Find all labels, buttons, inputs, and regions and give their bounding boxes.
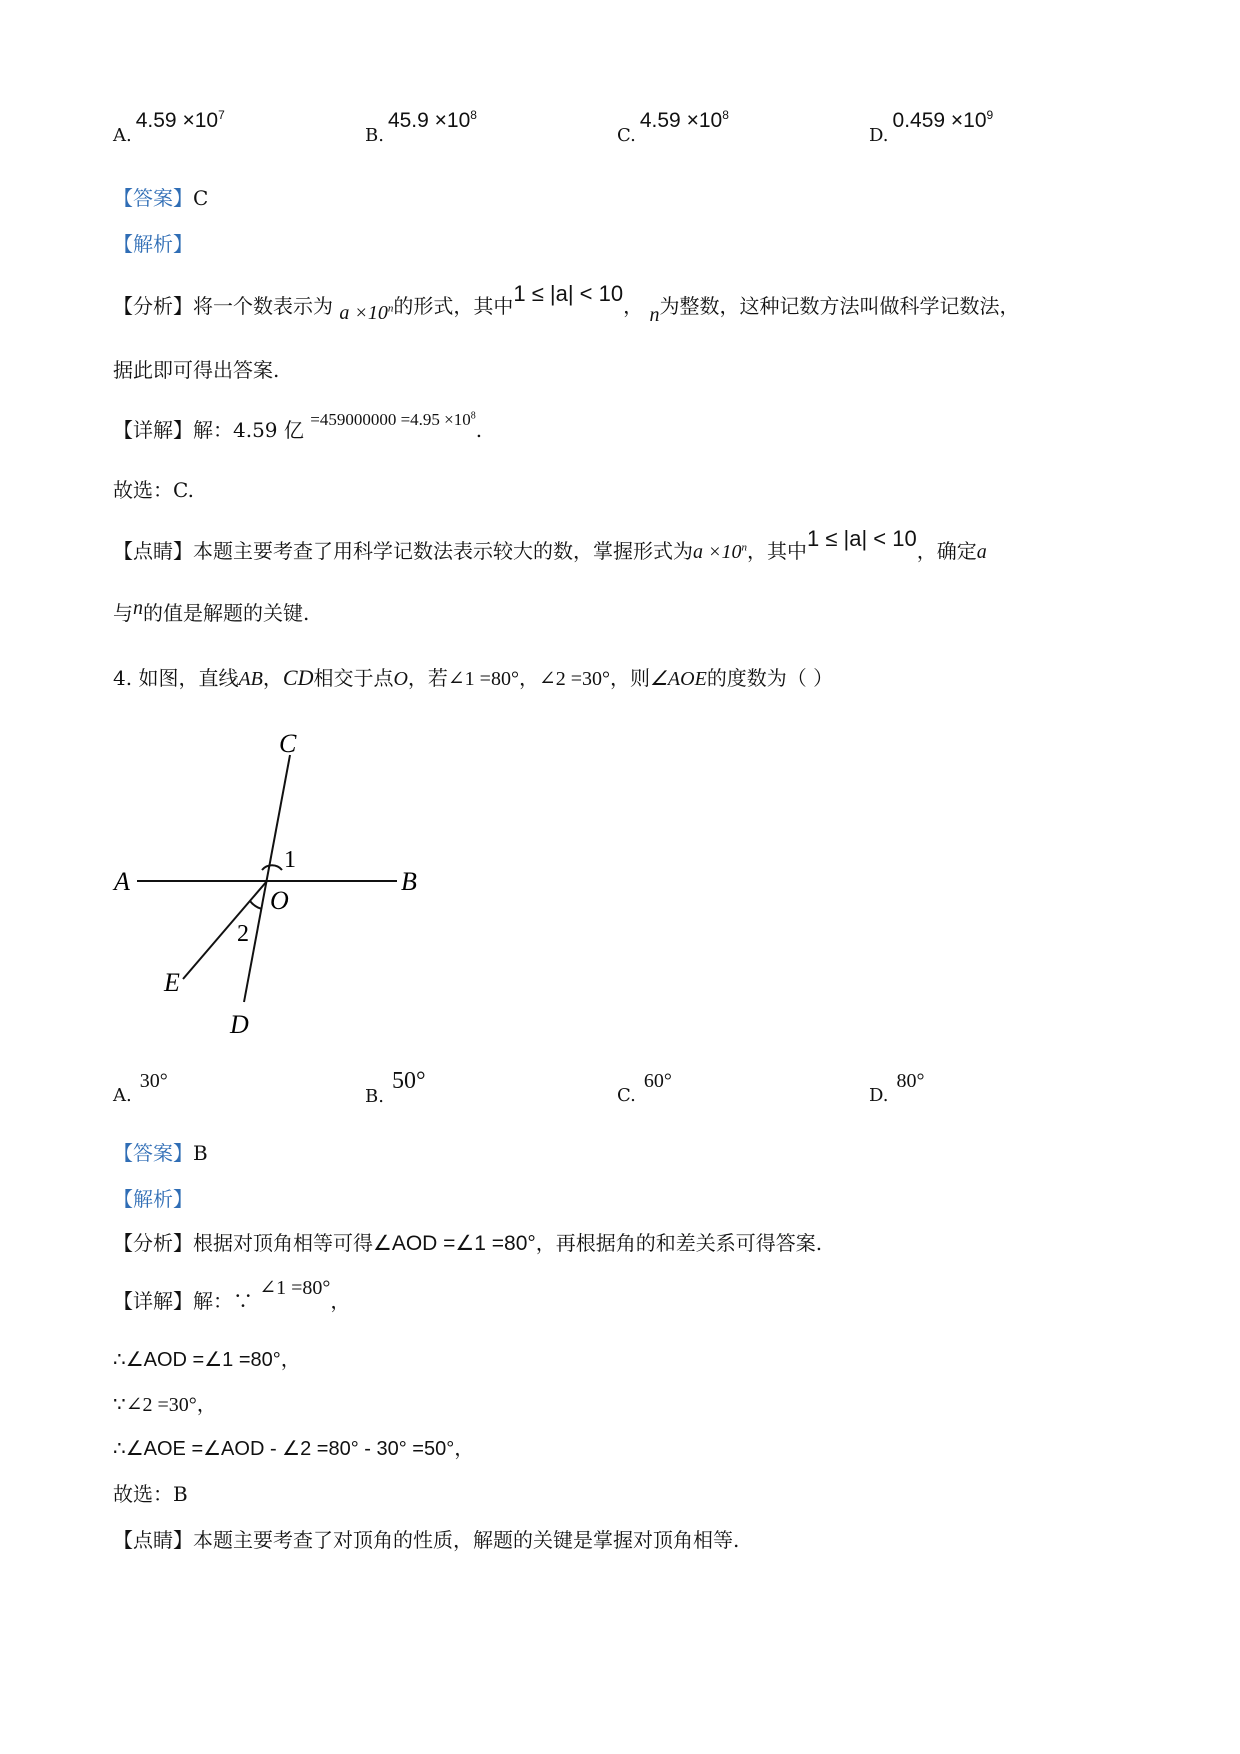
- q4-option-c: C.60°: [617, 1070, 672, 1106]
- q3-option-d: $D.0.459 \times 10^9$: [869, 108, 994, 146]
- q4-option-a: A.30°: [113, 1070, 168, 1106]
- angle-2-arc: [250, 901, 262, 909]
- q3-fenxi-line2: 据此即可得出答案.: [113, 358, 280, 382]
- q4-option-b: B.50°: [365, 1068, 426, 1107]
- label-angle-2: 2: [237, 921, 249, 947]
- q3-detail: 【详解】解：4.59 亿 $^{=459000000 =4.95 \times 10^8}$.: [113, 410, 483, 442]
- q4-step-2: ∵∠2 =30°，: [113, 1394, 217, 1416]
- q3-choose: 故选：C.: [113, 478, 194, 502]
- q4-detail: 【详解】解：∵ ∠1 =80°，: [113, 1277, 351, 1313]
- q4-answer: 【答案】B: [113, 1141, 208, 1165]
- line-cd: [244, 755, 290, 1002]
- q3-fenxi-line1: 【分析】将一个数表示为 $a \times 10^n$的形式，其中1 ≤ |a| < 10， n为整数，这种记数方法叫做科学记数法，: [113, 281, 1020, 326]
- q4-stem: 4. 如图，直线AB，CD相交于点O，若∠1 =80°，∠2 =30°，则∠AOE的度数为（ ）: [113, 665, 834, 690]
- geometry-figure: [100, 715, 440, 1045]
- q4-step-1: ∴∠AOD =∠1 =80°，: [113, 1349, 301, 1371]
- q4-dianjing: 【点睛】本题主要考查了对顶角的性质，解题的关键是掌握对顶角相等.: [113, 1528, 740, 1552]
- label-e: E: [164, 968, 180, 997]
- q3-dianjing-line1: 【点睛】本题主要考查了用科学记数法表示较大的数，掌握形式为$a \times 10^n$，其中1 ≤ |a| < 10，确定a: [113, 526, 987, 563]
- label-o: O: [270, 886, 289, 915]
- q4-choose: 故选：B: [113, 1482, 188, 1506]
- label-a: A: [114, 867, 130, 896]
- q4-analysis-heading: 【解析】: [113, 1187, 193, 1211]
- label-angle-1: 1: [284, 847, 296, 873]
- q3-analysis-heading: 【解析】: [113, 232, 193, 256]
- q4-step-3: ∴∠AOE =∠AOD - ∠2 =80° - 30° =50°，: [113, 1438, 475, 1460]
- q4-option-d: D.80°: [869, 1070, 925, 1106]
- q4-fenxi: 【分析】根据对顶角相等可得∠AOD =∠1 =80°，再根据角的和差关系可得答案.: [113, 1231, 823, 1255]
- q3-option-b: $B.45.9 \times 10^8$: [365, 108, 477, 146]
- label-b: B: [401, 867, 417, 896]
- q3-answer: 【答案】C: [113, 186, 209, 210]
- ray-oe: [183, 881, 267, 979]
- q3-option-c: $C.4.59 \times 10^8$: [617, 108, 729, 146]
- angle-1-arc: [262, 865, 282, 870]
- label-c: C: [279, 729, 297, 758]
- label-d: D: [230, 1010, 249, 1039]
- q3-dianjing-line2: 与n的值是解题的关键.: [113, 597, 310, 625]
- q3-option-a: $A.4.59 \times 10^7$: [113, 108, 225, 146]
